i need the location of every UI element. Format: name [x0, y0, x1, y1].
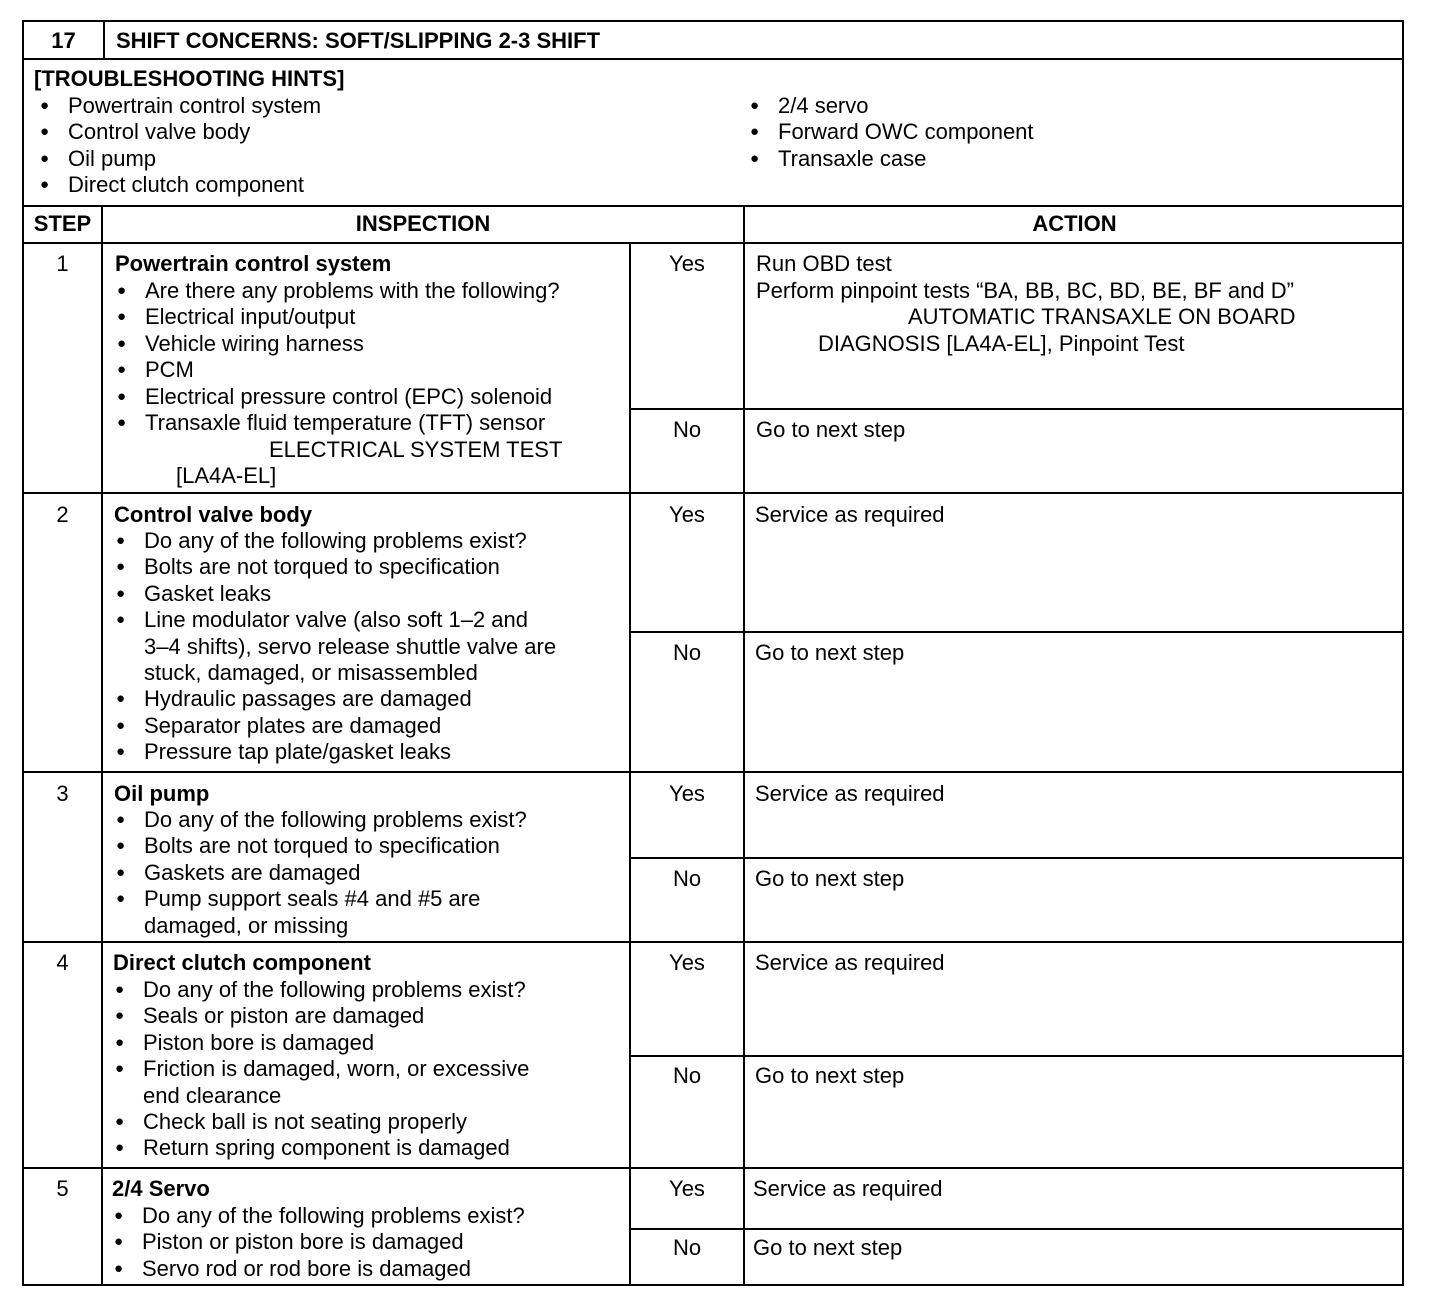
inspection-item: ● Do any of the following problems exist?	[113, 977, 529, 1003]
step-title: 2/4 Servo	[112, 1176, 210, 1201]
inspection-item: ● Electrical pressure control (EPC) solenoid	[115, 384, 560, 410]
divider-step4	[22, 1167, 1404, 1169]
step-number: 5	[56, 1176, 69, 1201]
yes-label: Yes	[669, 1176, 705, 1201]
inspection-item: ● Do any of the following problems exist?	[114, 807, 527, 833]
inspection-item: ● Do any of the following problems exist?	[112, 1203, 525, 1229]
inspection-item: ● Are there any problems with the following?	[115, 278, 560, 304]
inspection-list	[114, 807, 527, 939]
inspection-item: ● Return spring component is damaged	[113, 1135, 529, 1161]
hints-heading: [TROUBLESHOOTING HINTS]	[34, 66, 345, 91]
inspection-list	[112, 1203, 525, 1282]
divider-yesno-2	[629, 631, 1404, 633]
action-text: Go to next step	[755, 866, 905, 891]
reference-text: ELECTRICAL SYSTEM TEST	[269, 437, 563, 462]
action-text: Service as required	[755, 502, 945, 527]
action-text: Go to next step	[753, 1235, 903, 1260]
divider-step3	[22, 941, 1404, 943]
hint-item: ● Forward OWC component	[748, 119, 1034, 145]
divider-yesno-1	[629, 408, 1404, 410]
divider-action-col	[743, 205, 745, 1286]
divider-header-number	[103, 20, 105, 60]
yes-label: Yes	[669, 781, 705, 806]
divider-step-col	[101, 205, 103, 1286]
inspection-item: ● Vehicle wiring harness	[115, 331, 560, 357]
divider-step1	[22, 492, 1404, 494]
inspection-item: ● Piston or piston bore is damaged	[112, 1229, 525, 1255]
inspection-item: ● Do any of the following problems exist?	[114, 528, 556, 554]
step-number: 4	[56, 950, 69, 975]
step-number: 2	[56, 502, 69, 527]
step-number: 1	[56, 251, 69, 276]
inspection-item: ● Pressure tap plate/gasket leaks	[114, 739, 556, 765]
action-text: Perform pinpoint tests “BA, BB, BC, BD, BE, BF and D”	[756, 278, 1294, 303]
inspection-item: ● Friction is damaged, worn, or excessive	[113, 1056, 529, 1082]
inspection-item: ● Hydraulic passages are damaged	[114, 686, 556, 712]
action-text: Service as required	[755, 781, 945, 806]
step-title: Powertrain control system	[115, 251, 392, 276]
action-text: AUTOMATIC TRANSAXLE ON BOARD	[908, 304, 1296, 329]
inspection-item-continued: damaged, or missing	[144, 912, 349, 938]
inspection-item: ● Check ball is not seating properly	[113, 1109, 529, 1135]
step-title: Oil pump	[114, 781, 210, 806]
hint-item: ● 2/4 servo	[748, 93, 1034, 119]
inspection-item: ● Bolts are not torqued to specification	[114, 833, 527, 859]
inspection-list	[114, 528, 556, 766]
hints-right-list	[748, 93, 1034, 172]
inspection-item-continued: stuck, damaged, or misassembled	[144, 660, 478, 686]
inspection-item-continued: end clearance	[143, 1082, 282, 1108]
divider-columns	[22, 242, 1404, 244]
action-text: Service as required	[753, 1176, 943, 1201]
inspection-item: ● Servo rod or rod bore is damaged	[112, 1256, 525, 1282]
inspection-list	[115, 278, 560, 436]
hint-item: ● Direct clutch component	[38, 172, 321, 198]
step-title: Control valve body	[114, 502, 313, 527]
inspection-item: ● Transaxle fluid temperature (TFT) sensor	[115, 410, 560, 436]
action-text: Go to next step	[756, 417, 906, 442]
header-title: SHIFT CONCERNS: SOFT/SLIPPING 2-3 SHIFT	[116, 28, 601, 53]
column-header-action: ACTION	[1032, 211, 1117, 236]
yes-label: Yes	[669, 251, 705, 276]
yes-label: Yes	[669, 502, 705, 527]
inspection-item: ● Gaskets are damaged	[114, 860, 527, 886]
no-label: No	[672, 1063, 702, 1088]
inspection-item: ● Seals or piston are damaged	[113, 1003, 529, 1029]
no-label: No	[672, 866, 702, 891]
inspection-item: ● Electrical input/output	[115, 304, 560, 330]
action-text: DIAGNOSIS [LA4A-EL], Pinpoint Test	[818, 331, 1185, 356]
inspection-list	[113, 977, 529, 1162]
header-number: 17	[51, 28, 76, 53]
divider-step2	[22, 771, 1404, 773]
inspection-item: ● Pump support seals #4 and #5 are	[114, 886, 527, 912]
action-text: Go to next step	[755, 640, 905, 665]
divider-yesno-4	[629, 1055, 1404, 1057]
divider-yesno-3	[629, 857, 1404, 859]
step-number: 3	[56, 781, 69, 806]
hints-left-list	[38, 93, 321, 199]
hint-item: ● Transaxle case	[748, 146, 1034, 172]
column-header-step: STEP	[33, 211, 92, 236]
inspection-item: ● PCM	[115, 357, 560, 383]
step-title: Direct clutch component	[113, 950, 371, 975]
hint-item: ● Oil pump	[38, 146, 321, 172]
reference-text: [LA4A-EL]	[176, 463, 277, 488]
column-header-inspection: INSPECTION	[355, 211, 491, 236]
no-label: No	[672, 417, 702, 442]
divider-yesno-col	[629, 242, 631, 1286]
inspection-item-continued: 3–4 shifts), servo release shuttle valve are	[144, 633, 557, 659]
hint-item: ● Control valve body	[38, 119, 321, 145]
divider-hints	[22, 205, 1404, 207]
inspection-item: ● Separator plates are damaged	[114, 713, 556, 739]
divider-header	[22, 58, 1404, 60]
action-text: Go to next step	[755, 1063, 905, 1088]
divider-yesno-5	[629, 1228, 1404, 1230]
no-label: No	[672, 1235, 702, 1260]
inspection-item: ● Line modulator valve (also soft 1–2 and	[114, 607, 556, 633]
inspection-item: ● Gasket leaks	[114, 581, 556, 607]
hint-item: ● Powertrain control system	[38, 93, 321, 119]
inspection-item: ● Piston bore is damaged	[113, 1030, 529, 1056]
action-text: Service as required	[755, 950, 945, 975]
no-label: No	[672, 640, 702, 665]
yes-label: Yes	[669, 950, 705, 975]
action-text: Run OBD test	[756, 251, 892, 276]
inspection-item: ● Bolts are not torqued to specification	[114, 554, 556, 580]
